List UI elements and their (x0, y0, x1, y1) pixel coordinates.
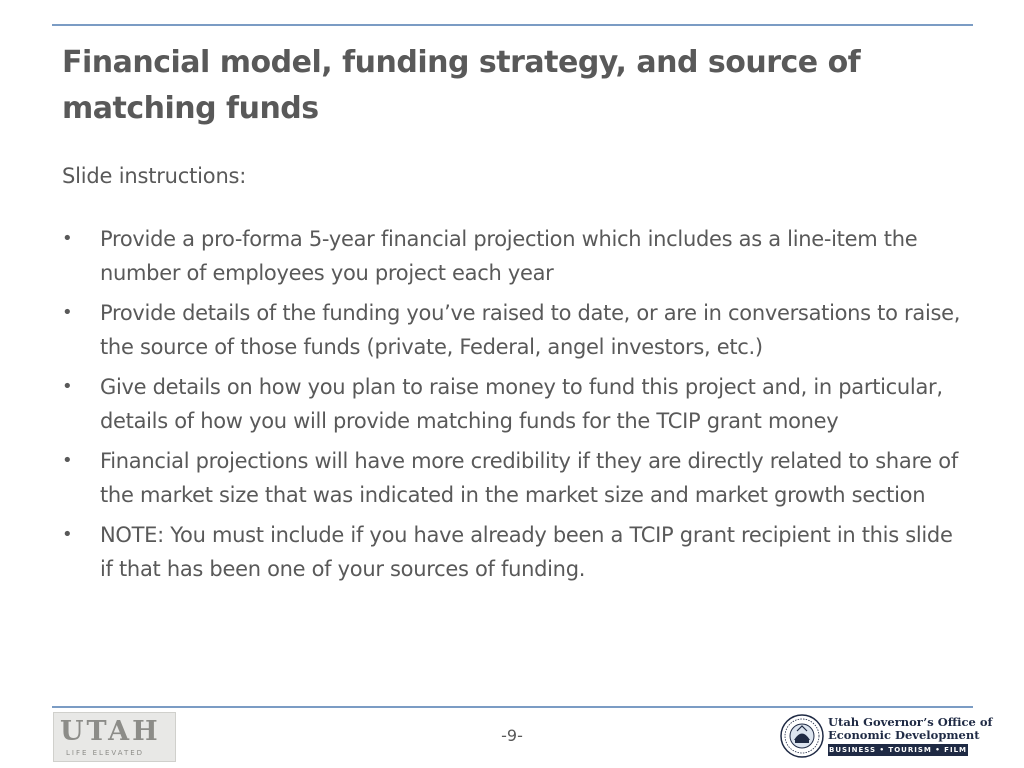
goed-logo-line1: Utah Governor’s Office of (828, 715, 993, 729)
bullet-text: Give details on how you plan to raise money to fund this project and, in particular, details of how you will provide matching funds for the TCIP grant money (100, 375, 943, 433)
slide-title: Financial model, funding strategy, and source of matching funds (62, 45, 861, 126)
bullet-item (62, 518, 962, 586)
bullet-icon: • (62, 376, 73, 397)
bullet-icon: • (62, 524, 73, 545)
utah-logo-word: UTAH (60, 716, 161, 747)
bottom-divider (52, 706, 973, 708)
utah-logo (53, 712, 176, 762)
bullet-text: Financial projections will have more credibility if they are directly related to share of the market size that was indicated in the market size and market growth section (100, 449, 958, 507)
bullet-item (62, 370, 962, 438)
bullet-list (62, 222, 962, 592)
bullet-item (62, 296, 962, 364)
goed-logo-line2: Economic Development (828, 728, 980, 742)
bullet-icon: • (62, 302, 73, 323)
goed-logo (780, 714, 993, 760)
bullet-icon: • (62, 228, 73, 249)
bullet-text: NOTE: You must include if you have already been a TCIP grant recipient in this slide if that has been one of your sources of funding. (100, 523, 953, 581)
utah-logo-tagline: LIFE ELEVATED (66, 749, 145, 757)
bullet-text: Provide a pro-forma 5-year financial projection which includes as a line-item the number of employees you project each year (100, 227, 918, 285)
slide-instructions-label: Slide instructions: (62, 164, 247, 188)
state-seal-icon (780, 714, 824, 758)
bullet-item (62, 222, 962, 290)
bullet-icon: • (62, 450, 73, 471)
bullet-text: Provide details of the funding you’ve raised to date, or are in conversations to raise, the source of those funds (private, Federal, angel investors, etc.) (100, 301, 961, 359)
page-number: -9- (501, 726, 523, 745)
bullet-item (62, 444, 962, 512)
goed-logo-tagline: BUSINESS • TOURISM • FILM (829, 746, 967, 754)
top-divider (52, 24, 973, 26)
